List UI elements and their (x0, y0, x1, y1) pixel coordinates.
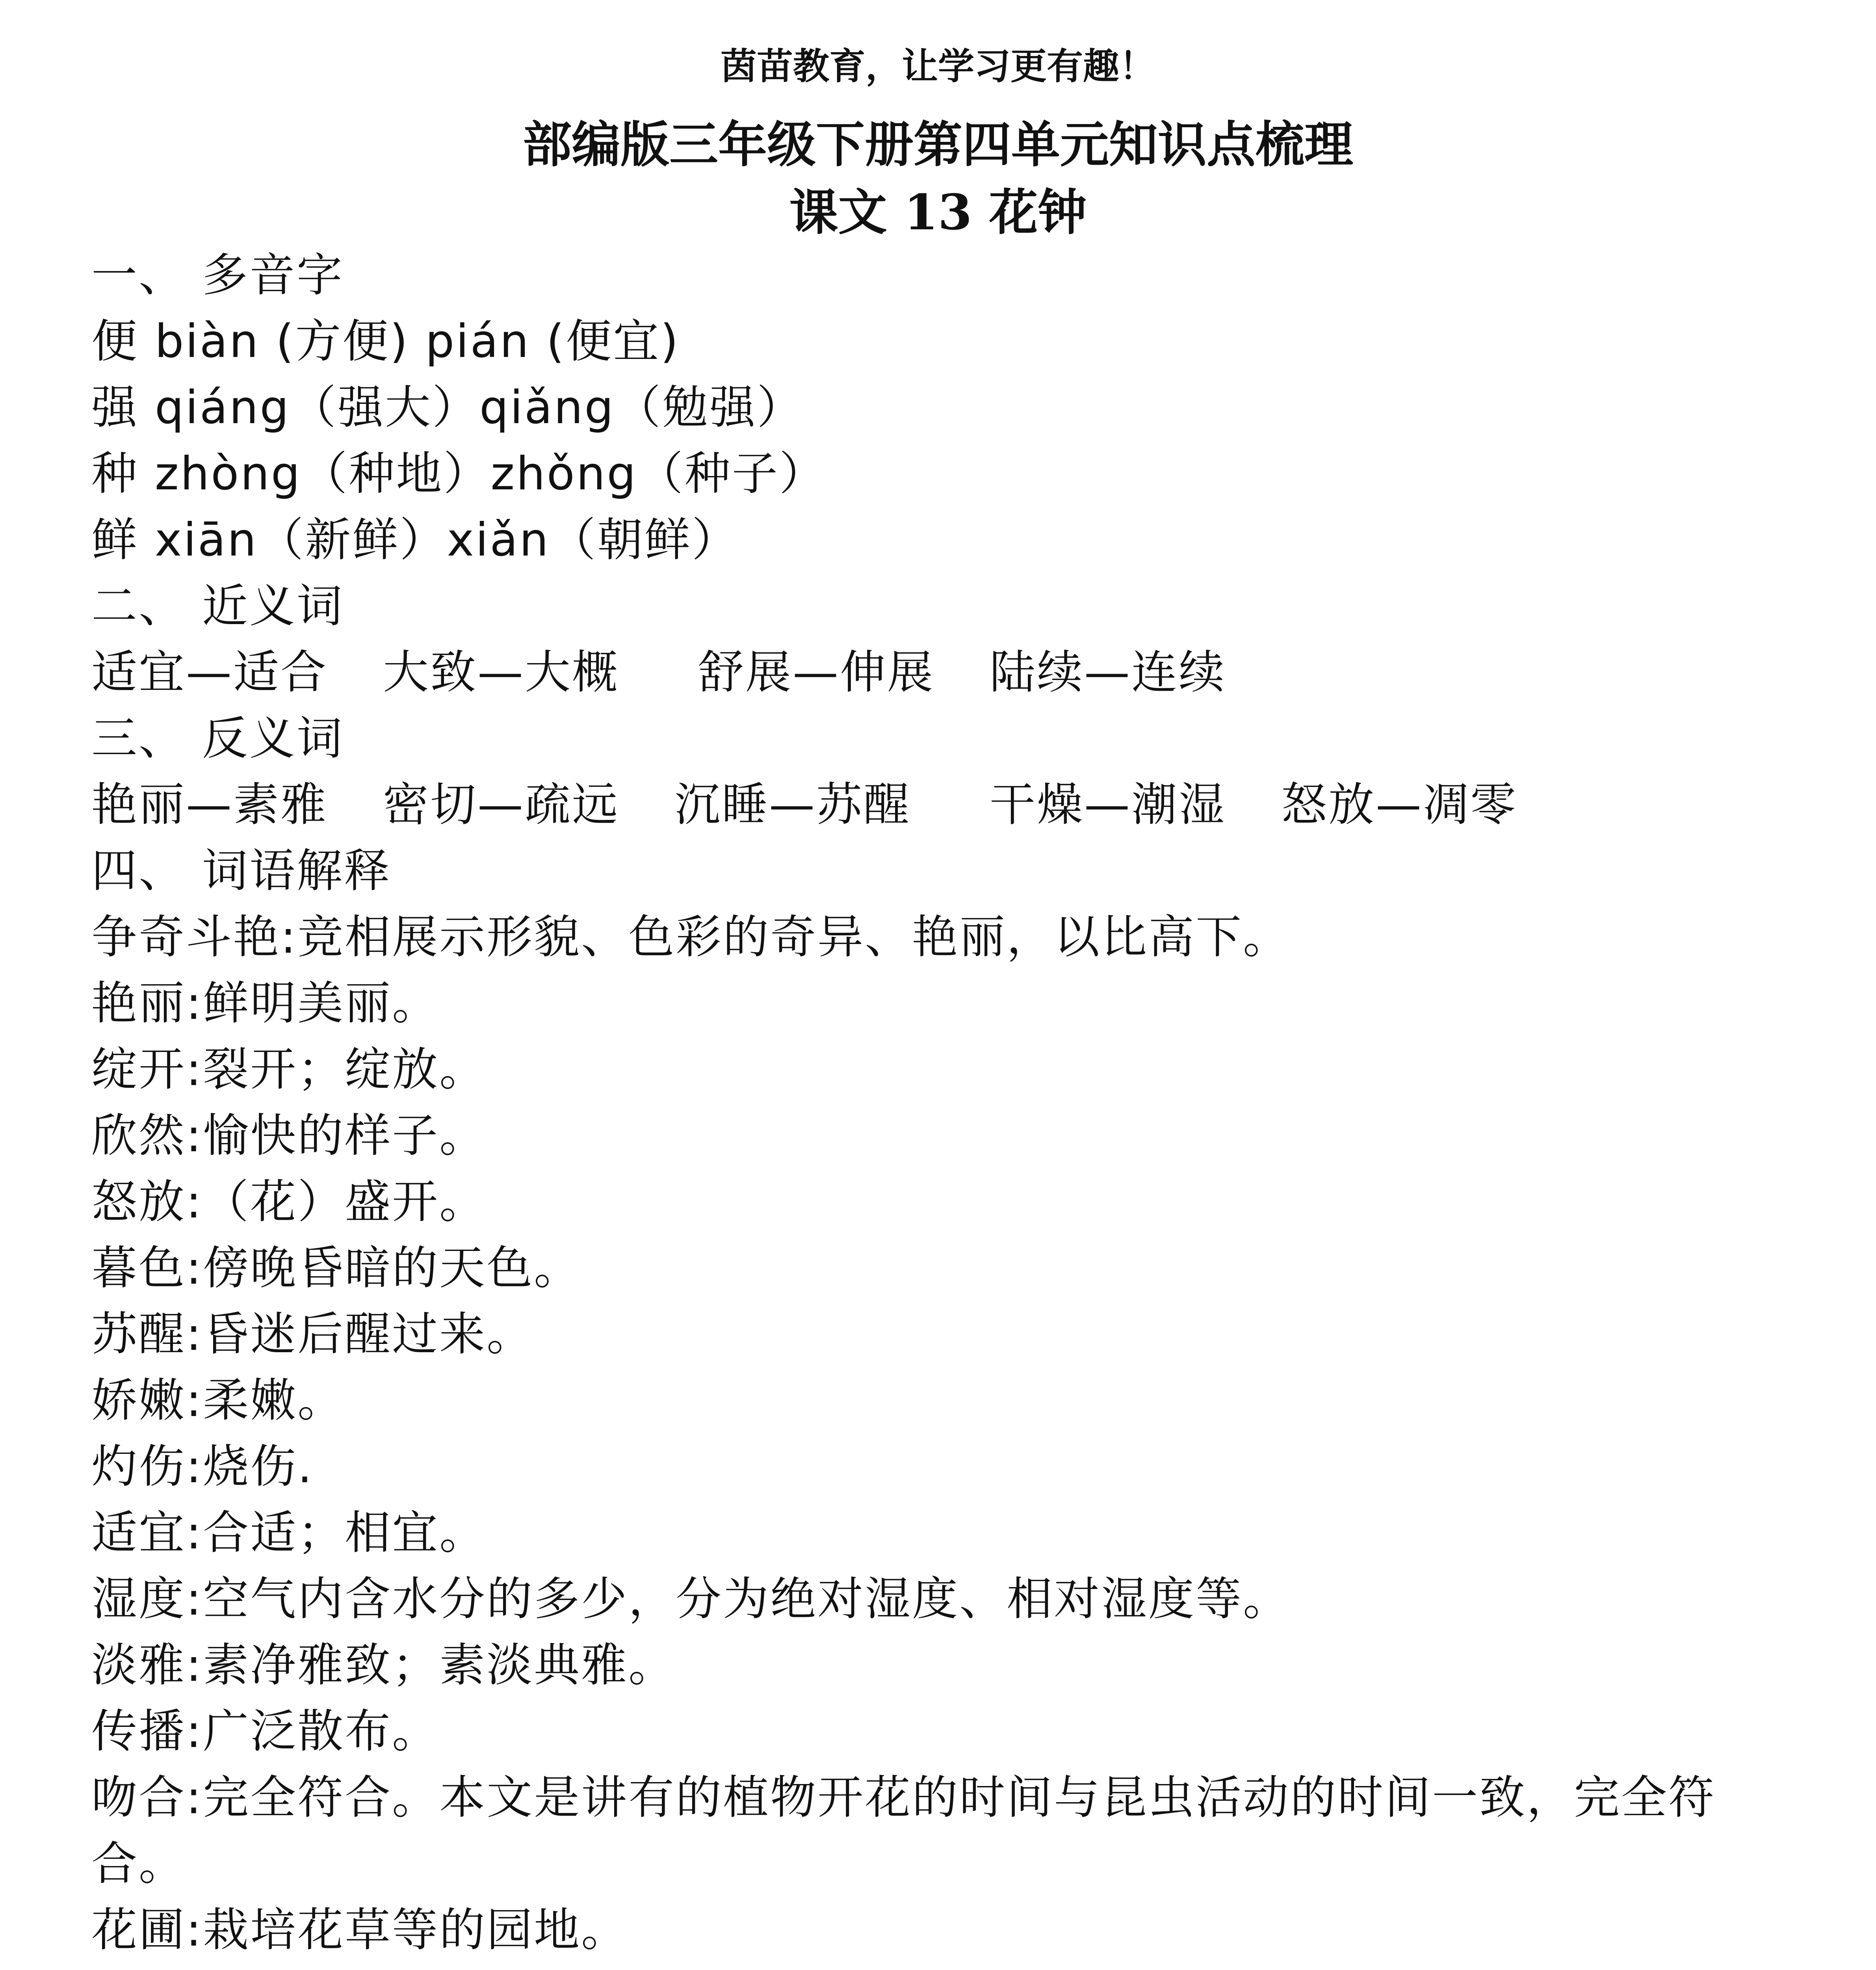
lesson-title: 课文 13 花钟 (789, 184, 1087, 241)
antonym-pair: 艳丽—素雅 (91, 778, 328, 831)
antonym-pair: 干燥—潮湿 (990, 778, 1226, 831)
antonym-pair: 怒放—凋零 (1281, 778, 1518, 831)
synonym-pair: 舒展—伸展 (698, 646, 934, 699)
antonym-line (91, 772, 1789, 838)
synonym-pair: 陆续—连续 (990, 646, 1226, 699)
definition-entry: 湿度:空气内含水分的多少，分为绝对湿度、相对湿度等。 (91, 1572, 1291, 1626)
definition-entry: 苏醒:昏迷后醒过来。 (91, 1308, 534, 1361)
polyphone-line: 便 biàn (方便) pián (便宜) (91, 315, 680, 368)
definition-entry: 暮色:傍晚昏暗的天色。 (91, 1241, 581, 1295)
synonym-pair: 适宜—适合 (91, 646, 328, 699)
section-heading: 一、 多音字 (91, 249, 344, 302)
definition-entry: 绽开:裂开；绽放。 (91, 1043, 487, 1096)
synonym-line (91, 639, 1789, 706)
section-heading: 四、 词语解释 (91, 844, 391, 898)
synonym-pair: 大致—大概 (383, 646, 619, 699)
definition-entry: 艳丽:鲜明美丽。 (91, 977, 440, 1030)
definition-entry: 娇嫩:柔嫩。 (91, 1374, 345, 1427)
section-heading: 二、 近义词 (91, 580, 344, 633)
page-header: 茵苗教育，让学习更有趣！ (720, 45, 1155, 87)
section-heading: 三、 反义词 (91, 712, 344, 765)
content (91, 242, 1789, 1970)
definition-entry: 传播:广泛散布。 (91, 1705, 440, 1758)
definition-entry: 吻合:完全符合。本文是讲有的植物开花的时间与昆虫活动的时间一致，完全符合。 (91, 1771, 1716, 1890)
definition-entry: 怒放:（花）盛开。 (91, 1175, 487, 1228)
definition-entry: 灼伤:烧伤. (91, 1440, 314, 1493)
definition-entry: 适宜:合适；相宜。 (91, 1506, 487, 1559)
antonym-pair: 沉睡—苏醒 (674, 778, 911, 831)
definition-entry: 争奇斗艳:竞相展示形貌、色彩的奇异、艳丽，以比高下。 (91, 911, 1291, 964)
definition-entry (91, 1963, 1789, 1970)
polyphone-line: 种 zhòng（种地）zhǒng（种子） (91, 447, 827, 500)
antonym-pair: 密切—疏远 (383, 778, 619, 831)
polyphone-line: 强 qiáng（强大）qiǎng（勉强） (91, 381, 804, 434)
definition-entry: 花圃:栽培花草等的园地。 (91, 1903, 629, 1957)
polyphone-line: 鲜 xiān（新鲜）xiǎn（朝鲜） (91, 513, 739, 567)
document-title: 部编版三年级下册第四单元知识点梳理 (522, 116, 1353, 173)
definition-entry: 欣然:愉快的样子。 (91, 1109, 487, 1162)
definition-entry: 淡雅:素净雅致；素淡典雅。 (91, 1639, 676, 1692)
